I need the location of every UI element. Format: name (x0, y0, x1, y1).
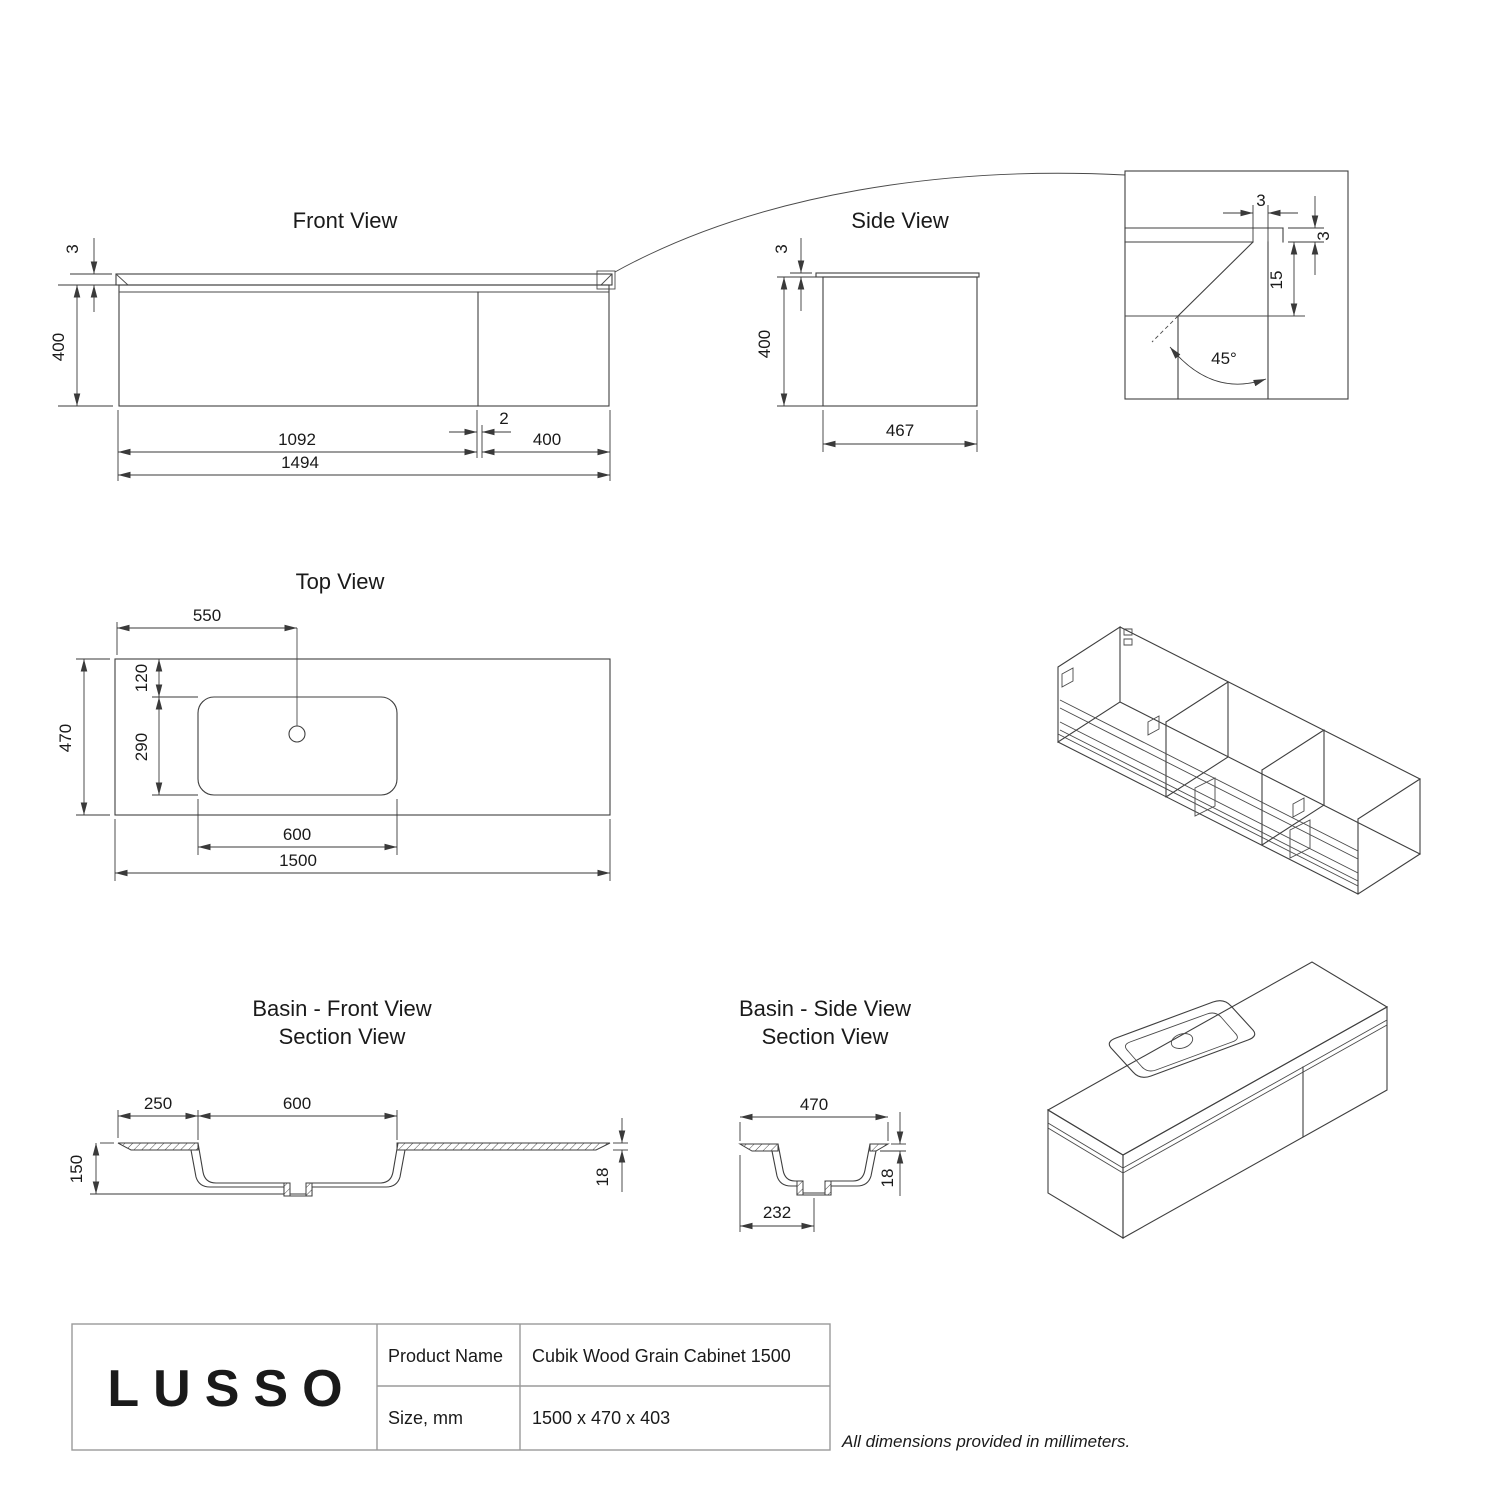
top-dim-basin-depth-label: 290 (132, 732, 151, 762)
corner-detail-view (1125, 171, 1348, 399)
product-name-label: Product Name (388, 1346, 504, 1366)
side-dim-top-thickness-label: 3 (772, 244, 791, 254)
size-label: Size, mm (388, 1408, 464, 1428)
side-dim-height (755, 277, 823, 406)
top-dim-basin-offset (132, 659, 198, 697)
basin-side-title-line1: Basin - Side View (738, 996, 912, 1021)
front-dim-left-door-label: 1092 (278, 430, 316, 449)
lusso-logo: LUSSO (107, 1360, 357, 1418)
side-dim-top-thickness (772, 238, 816, 311)
basin-front-dim-thickness-label: 18 (593, 1167, 612, 1187)
basin-front-title-line1: Basin - Front View (252, 996, 432, 1021)
detail-geometry (1125, 228, 1305, 399)
front-view-countertop (116, 274, 612, 285)
detail-dim-recess-label: 15 (1267, 270, 1286, 290)
front-dim-top-thickness-label: 3 (63, 244, 82, 254)
top-dim-total-depth-label: 470 (56, 723, 75, 753)
top-view-title: Top View (295, 569, 385, 594)
top-dim-total-width-label: 1500 (279, 851, 317, 870)
product-name-value: Cubik Wood Grain Cabinet 1500 (532, 1346, 791, 1366)
front-view (49, 173, 1125, 481)
basin-side-dim-depth-label: 470 (799, 1095, 829, 1114)
top-dim-total-depth (56, 659, 110, 815)
detail-dim-angle-label: 45° (1211, 349, 1237, 368)
footer-note: All dimensions provided in millimeters. (842, 1432, 1131, 1451)
front-view-title: Front View (292, 208, 398, 233)
top-view (56, 569, 610, 881)
front-view-cabinet-body (119, 285, 609, 406)
title-block (72, 1324, 830, 1450)
basin-side-dim-thickness-label: 18 (878, 1168, 897, 1188)
detail-dim-overhang-label: 3 (1256, 191, 1266, 210)
top-dim-drain (117, 606, 297, 655)
basin-side-dims (740, 1095, 906, 1232)
front-dims-bottom (118, 409, 610, 481)
detail-dims (1211, 191, 1333, 368)
side-dim-depth-label: 467 (885, 421, 915, 440)
cabinet-isometric (1048, 962, 1387, 1238)
basin-side-geometry (740, 1144, 888, 1195)
front-dim-height-label: 400 (49, 332, 68, 362)
size-value: 1500 x 470 x 403 (532, 1408, 671, 1428)
top-dim-basin-depth (132, 697, 198, 795)
top-dims-bottom (115, 799, 610, 881)
top-dim-basin-width-label: 600 (282, 825, 312, 844)
basin-front-dim-left-offset-label: 250 (143, 1094, 173, 1113)
basin-front-dim-height-label: 150 (67, 1154, 86, 1184)
top-dim-basin-offset-label: 120 (132, 663, 151, 693)
drain-hole (289, 726, 305, 742)
front-dim-gap-label: 2 (499, 409, 509, 428)
basin-side-section (739, 996, 911, 1232)
basin-front-dim-width-label: 600 (282, 1094, 312, 1113)
side-dim-height-label: 400 (755, 329, 774, 359)
basin-side-title-line2: Section View (761, 1024, 889, 1049)
top-view-body (115, 628, 610, 815)
front-dim-total-width-label: 1494 (281, 453, 319, 472)
drain-hole-iso (1169, 1031, 1194, 1051)
basin-side-dim-drain-label: 232 (762, 1203, 792, 1222)
carcass-isometric (1058, 627, 1420, 894)
front-dim-top-thickness (58, 238, 117, 312)
side-view (755, 208, 979, 452)
top-dim-drain-label: 550 (192, 606, 222, 625)
side-dim-depth (823, 410, 977, 452)
basin-front-title-line2: Section View (278, 1024, 406, 1049)
detail-dim-thickness-label: 3 (1314, 231, 1333, 241)
basin-front-geometry (118, 1143, 610, 1196)
front-dim-height (49, 285, 113, 406)
side-view-body (816, 273, 979, 406)
side-view-title: Side View (851, 208, 949, 233)
basin-front-section (67, 996, 628, 1196)
front-dim-right-door-label: 400 (532, 430, 562, 449)
